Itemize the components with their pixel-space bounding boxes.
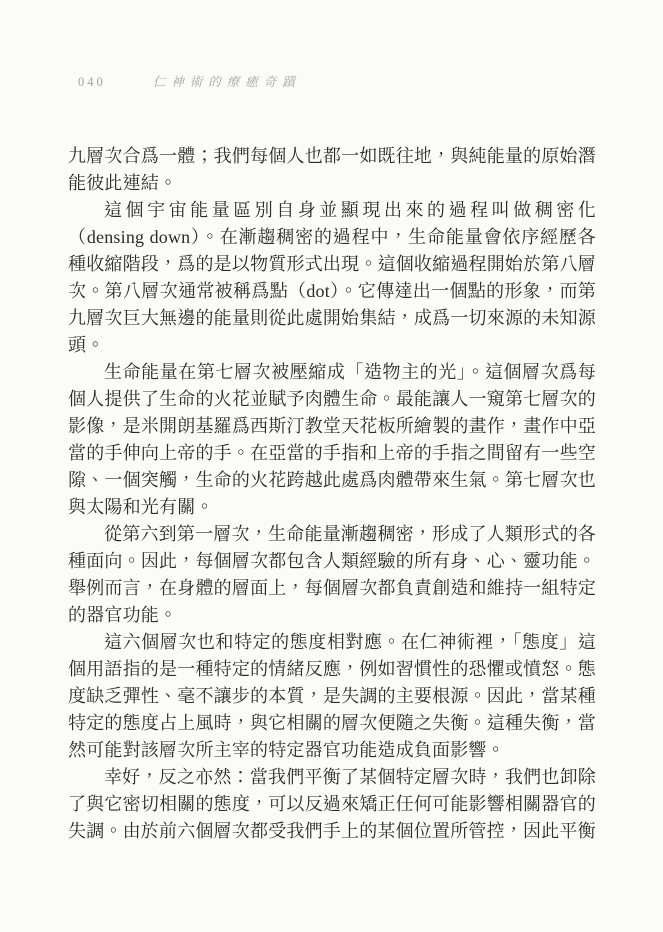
paragraph: 這個宇宙能量區別自身並顯現出來的過程叫做稠密化（densing down）。在漸趨稠密的過程中，生命能量會依序經歷各種收縮階段，爲的是以物質形式出現。這個收縮過程開始於第八層次。第八層次通常被稱爲點（dot）。它傳達出一個點的形象，而第九層次巨大無邊的能量則從此處開始集結，成爲一切來源的未知源頭。: [68, 200, 596, 355]
paragraph: 生命能量在第七層次被壓縮成「造物主的光」。這個層次爲每個人提供了生命的火花並賦予肉體生命。最能讓人一窺第七層次的影像，是米開朗基羅爲西斯汀教堂天花板所繪製的畫作，畫作中亞當的手伸向上帝的手。在亞當的手指和上帝的手指之間留有一些空隙、一個突觸，生命的火花跨越此處爲肉體帶來生氣。第七層次也與太陽和光有關。: [68, 362, 596, 517]
page-number: 040: [78, 75, 106, 89]
paragraph: 幸好，反之亦然：當我們平衡了某個特定層次時，我們也卸除了與它密切相關的態度，可以反過來矯正任何可能影響相關器官的失調。由於前六個層次都受我們手上的某個位置所管控，因此平衡: [68, 767, 596, 841]
paragraph: 從第六到第一層次，生命能量漸趨稠密，形成了人類形式的各種面向。因此，每個層次都包含人類經驗的所有身、心、靈功能。舉例而言，在身體的層面上，每個層次都負責創造和維持一組特定的器官功能。: [68, 524, 596, 625]
running-header: [78, 72, 603, 90]
body-text: [68, 143, 596, 845]
paragraph: 這六個層次也和特定的態度相對應。在仁神術裡，「態度」這個用語指的是一種特定的情緒反應，例如習慣性的恐懼或憤怒。態度缺乏彈性、毫不讓步的本質，是失調的主要根源。因此，當某種特定的態度占上風時，與它相關的層次便隨之失衡。這種失衡，當然可能對該層次所主宰的特定器官功能造成負面影響。: [68, 632, 596, 760]
paragraph: 九層次合爲一體；我們每個人也都一如既往地，與純能量的原始潛能彼此連結。: [68, 146, 596, 193]
running-title: 仁神術的療癒奇蹟: [152, 75, 301, 89]
